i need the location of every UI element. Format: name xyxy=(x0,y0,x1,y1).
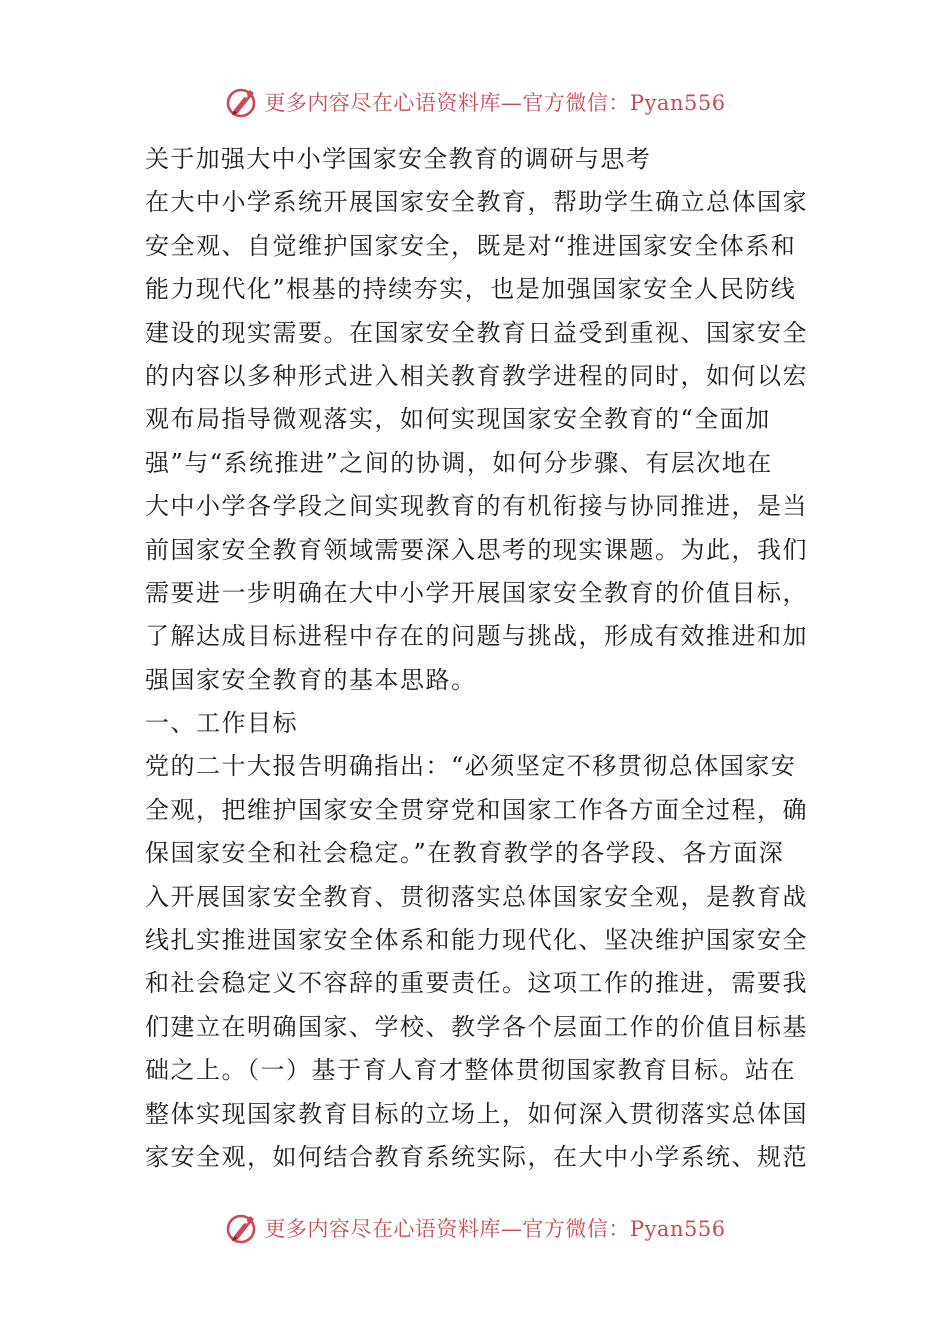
footer-banner-text: 更多内容尽在心语资料库—官方微信：Pyan556 xyxy=(264,1217,726,1241)
text-line: 需要进一步明确在大中小学开展国家安全教育的价值目标， xyxy=(145,578,808,607)
text-line: 强”与“系统推进”之间的协调，如何分步骤、有层次地在 xyxy=(145,448,773,477)
header-banner xyxy=(0,82,950,122)
text-line: 全观，把维护国家安全贯穿党和国家工作各方面全过程，确 xyxy=(145,795,808,824)
text-line: 前国家安全教育领域需要深入思考的现实课题。为此，我们 xyxy=(145,535,808,564)
text-line: 党的二十大报告明确指出：“必须坚定不移贯彻总体国家安 xyxy=(145,752,797,781)
text-line: 能力现代化”根基的持续夯实，也是加强国家安全人民防线 xyxy=(145,275,797,304)
text-line: 和社会稳定义不容辞的重要责任。这项工作的推进，需要我 xyxy=(145,969,808,998)
text-line: 观布局指导微观落实，如何实现国家安全教育的“全面加 xyxy=(145,405,771,434)
text-line: 了解达成目标进程中存在的问题与挑战，形成有效推进和加 xyxy=(145,622,808,651)
text-line: 础之上。（一）基于育人育才整体贯彻国家教育目标。站在 xyxy=(145,1056,796,1085)
text-line: 整体实现国家教育目标的立场上，如何深入贯彻落实总体国 xyxy=(145,1099,808,1128)
text-line: 保国家安全和社会稳定。”在教育教学的各学段、各方面深 xyxy=(145,839,785,868)
text-line: 安全观、自觉维护国家安全，既是对“推进国家安全体系和 xyxy=(145,231,797,260)
document-title: 关于加强大中小学国家安全教育的调研与思考 xyxy=(145,145,651,173)
text-line: 入开展国家安全教育、贯彻落实总体国家安全观，是教育战 xyxy=(145,882,808,911)
text-line: 建设的现实需要。在国家安全教育日益受到重视、国家安全 xyxy=(145,318,808,347)
pen-circle-icon xyxy=(224,1210,260,1246)
pen-circle-icon xyxy=(224,84,260,120)
text-line: 大中小学各学段之间实现教育的有机衔接与协同推进，是当 xyxy=(145,492,808,521)
document-body xyxy=(145,138,813,1179)
paragraph-lines xyxy=(145,181,813,1179)
text-line: 一、工作目标 xyxy=(145,709,298,738)
text-line: 家安全观，如何结合教育系统实际，在大中小学系统、规范 xyxy=(145,1142,808,1171)
text-line: 线扎实推进国家安全体系和能力现代化、坚决维护国家安全 xyxy=(145,926,808,955)
text-line: 强国家安全教育的基本思路。 xyxy=(145,665,477,694)
text-line: 的内容以多种形式进入相关教育教学进程的同时，如何以宏 xyxy=(145,361,808,390)
footer-banner xyxy=(0,1208,950,1248)
header-banner-text: 更多内容尽在心语资料库—官方微信：Pyan556 xyxy=(264,91,726,115)
text-line: 在大中小学系统开展国家安全教育，帮助学生确立总体国家 xyxy=(145,188,808,217)
text-line: 们建立在明确国家、学校、教学各个层面工作的价值目标基 xyxy=(145,1012,808,1041)
